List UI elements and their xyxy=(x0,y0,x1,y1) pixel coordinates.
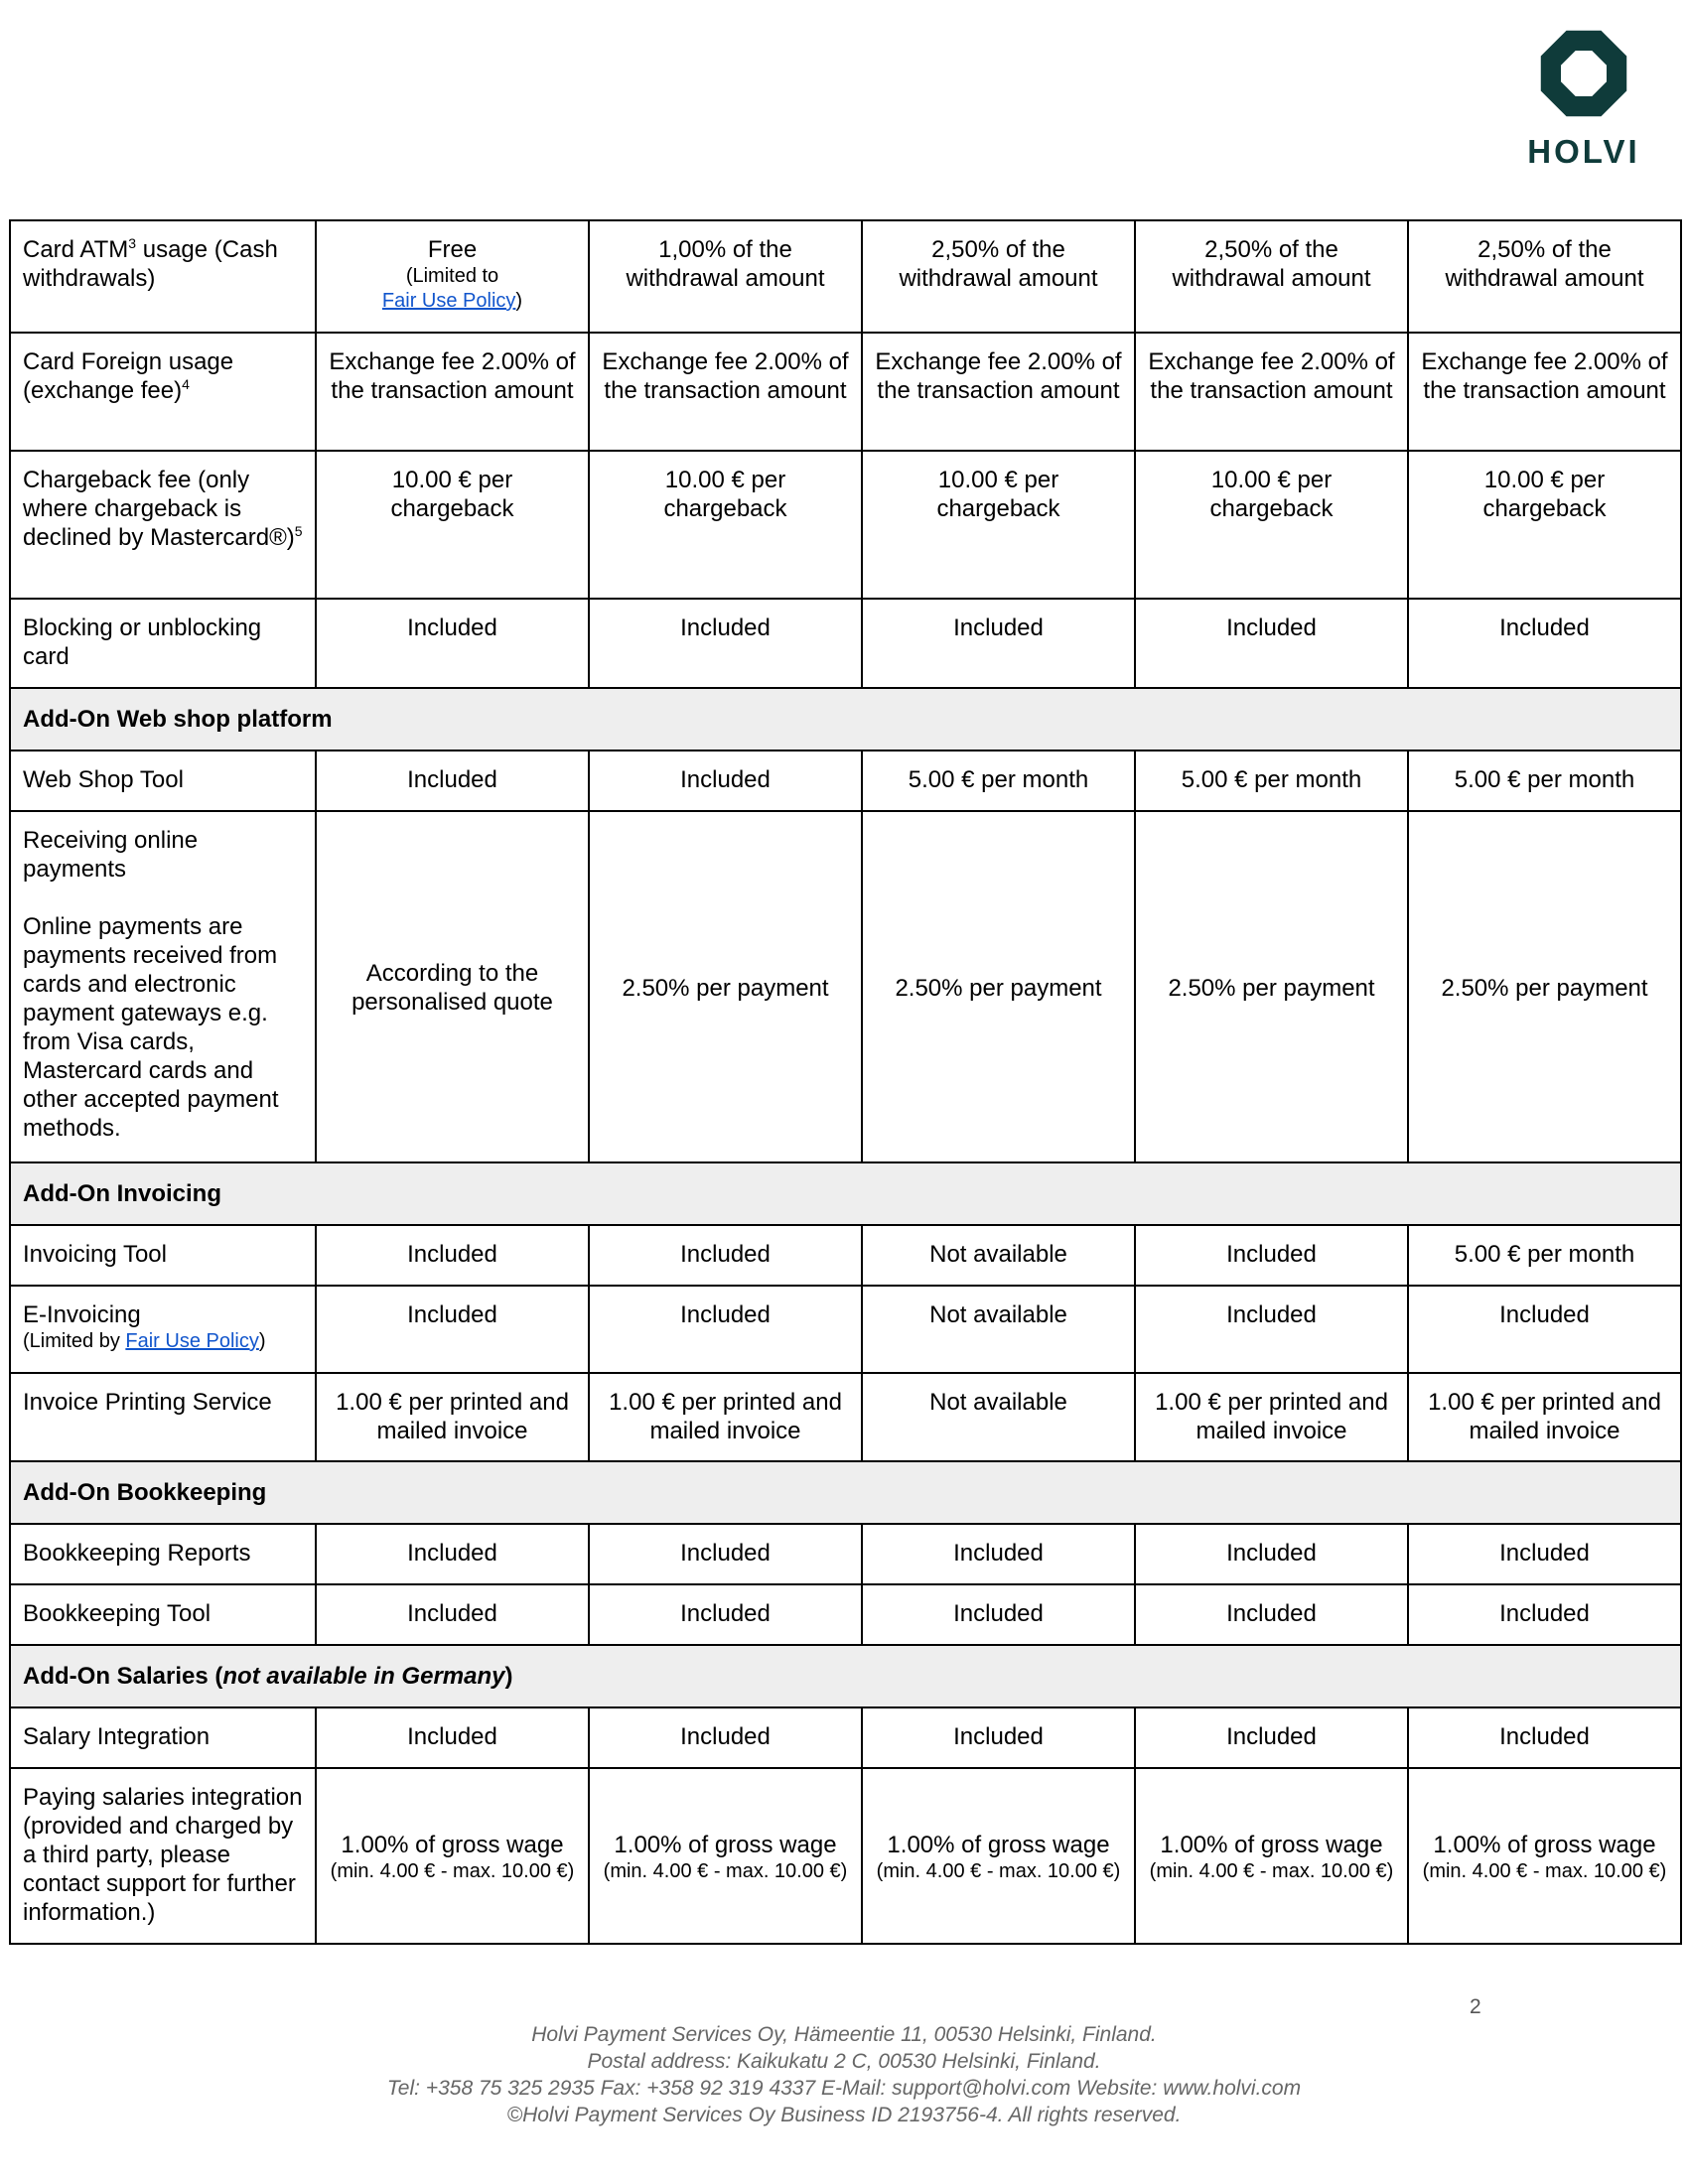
table-cell: Included xyxy=(1135,1225,1408,1286)
table-cell: Included xyxy=(316,1286,589,1373)
holvi-logo xyxy=(1514,28,1653,171)
row-description: Online payments are payments received from cards and electronic payment gateways e.g. from Visa cards, Mastercard cards and other accepted payment methods. xyxy=(23,913,279,1142)
table-cell: 10.00 € per chargeback xyxy=(862,451,1135,599)
row-label: Invoicing Tool xyxy=(10,1225,316,1286)
table-cell: Included xyxy=(862,1524,1135,1584)
section-header-salaries xyxy=(10,1645,1681,1707)
table-row xyxy=(10,451,1681,599)
table-cell: Included xyxy=(589,599,862,688)
table-cell: 5.00 € per month xyxy=(1408,751,1681,811)
table-cell: Included xyxy=(316,751,589,811)
footer-contact: Tel: +358 75 325 2935 Fax: +358 92 319 4337 E-Mail: support@holvi.com Website: www.holvi.com xyxy=(386,2077,1302,2100)
table-cell: 1,00% of the withdrawal amount xyxy=(589,220,862,333)
table-cell: Included xyxy=(316,1225,589,1286)
table-cell: Included xyxy=(1408,1707,1681,1768)
row-label: Receiving online payments Online payments are payments received from cards and electronic payment gateways e.g. from Visa cards, Mastercard cards and other accepted payment methods. xyxy=(10,811,316,1162)
section-header-bookkeeping xyxy=(10,1461,1681,1524)
fee-table xyxy=(9,219,1682,1945)
section-title: Add-On Bookkeeping xyxy=(10,1461,1681,1524)
table-cell: 1.00% of gross wage (min. 4.00 € - max. 10.00 €) xyxy=(316,1768,589,1944)
table-cell: 2,50% of the withdrawal amount xyxy=(1135,220,1408,333)
row-label: Card ATM$^3$ usage (Cash withdrawals) xyxy=(10,220,316,333)
table-cell: Included xyxy=(316,1584,589,1645)
table-cell: Included xyxy=(862,599,1135,688)
table-cell: 5.00 € per month xyxy=(862,751,1135,811)
table-cell: 5.00 € per month xyxy=(1408,1225,1681,1286)
row-label: Chargeback fee (only where chargeback is declined by Mastercard®)$^5$ xyxy=(10,451,316,599)
section-title: Add-On Salaries (not available in Germany) xyxy=(10,1645,1681,1707)
table-row xyxy=(10,1373,1681,1461)
row-label: Bookkeeping Reports xyxy=(10,1524,316,1584)
table-row xyxy=(10,1707,1681,1768)
table-cell: 10.00 € per chargeback xyxy=(316,451,589,599)
table-cell: Included xyxy=(589,751,862,811)
table-cell: According to the personalised quote xyxy=(316,811,589,1162)
table-cell: 2.50% per payment xyxy=(1135,811,1408,1162)
table-cell: Not available xyxy=(862,1225,1135,1286)
table-cell: 1.00% of gross wage (min. 4.00 € - max. 10.00 €) xyxy=(589,1768,862,1944)
table-cell: Included xyxy=(1408,1286,1681,1373)
table-cell: 1.00% of gross wage (min. 4.00 € - max. 10.00 €) xyxy=(862,1768,1135,1944)
table-cell: 10.00 € per chargeback xyxy=(1408,451,1681,599)
table-row xyxy=(10,1768,1681,1944)
row-label: Salary Integration xyxy=(10,1707,316,1768)
table-cell: Exchange fee 2.00% of the transaction amount xyxy=(862,333,1135,451)
table-row xyxy=(10,599,1681,688)
table-cell: Exchange fee 2.00% of the transaction amount xyxy=(589,333,862,451)
table-cell: Included xyxy=(1408,1524,1681,1584)
section-header-invoicing xyxy=(10,1162,1681,1225)
row-label: Blocking or unblocking card xyxy=(10,599,316,688)
row-label: Card Foreign usage (exchange fee)$^4$ xyxy=(10,333,316,451)
table-cell: Included xyxy=(1135,1584,1408,1645)
table-cell: 2.50% per payment xyxy=(1408,811,1681,1162)
table-cell: Included xyxy=(589,1524,862,1584)
row-label: Invoice Printing Service xyxy=(10,1373,316,1461)
table-cell: Not available xyxy=(862,1286,1135,1373)
table-cell: Included xyxy=(589,1584,862,1645)
footer-copyright: ©Holvi Payment Services Oy Business ID 2193756-4. All rights reserved. xyxy=(506,2104,1182,2126)
page-number: 2 xyxy=(1470,1995,1481,2018)
row-label: Bookkeeping Tool xyxy=(10,1584,316,1645)
table-cell: 1.00 € per printed and mailed invoice xyxy=(1135,1373,1408,1461)
row-label: Paying salaries integration (provided and charged by a third party, please contact support for further information.) xyxy=(10,1768,316,1944)
table-cell: Not available xyxy=(862,1373,1135,1461)
table-cell: Included xyxy=(862,1707,1135,1768)
footer-address: Holvi Payment Services Oy, Hämeentie 11, 00530 Helsinki, Finland. xyxy=(531,2023,1157,2046)
table-cell: Included xyxy=(589,1707,862,1768)
table-cell: Exchange fee 2.00% of the transaction amount xyxy=(1408,333,1681,451)
table-cell: Included xyxy=(589,1286,862,1373)
footer-postal: Postal address: Kaikukatu 2 C, 00530 Helsinki, Finland. xyxy=(587,2050,1101,2073)
table-cell: Included xyxy=(589,1225,862,1286)
table-row xyxy=(10,1584,1681,1645)
table-cell: 2,50% of the withdrawal amount xyxy=(862,220,1135,333)
table-cell: 5.00 € per month xyxy=(1135,751,1408,811)
table-row xyxy=(10,333,1681,451)
table-cell: 10.00 € per chargeback xyxy=(589,451,862,599)
table-cell: 1.00 € per printed and mailed invoice xyxy=(316,1373,589,1461)
table-cell: 1.00 € per printed and mailed invoice xyxy=(589,1373,862,1461)
table-cell: Included xyxy=(316,1524,589,1584)
page-footer xyxy=(0,2021,1688,2128)
table-cell: Free (Limited to Fair Use Policy) xyxy=(316,220,589,333)
table-cell: Included xyxy=(316,599,589,688)
fair-use-policy-link[interactable]: Fair Use Policy xyxy=(381,290,516,312)
table-cell: Included xyxy=(1135,599,1408,688)
row-label: E-Invoicing (Limited by Fair Use Policy) xyxy=(10,1286,316,1373)
section-title: Add-On Web shop platform xyxy=(10,688,1681,751)
table-row xyxy=(10,220,1681,333)
table-cell: 2.50% per payment xyxy=(862,811,1135,1162)
table-cell: 10.00 € per chargeback xyxy=(1135,451,1408,599)
table-row xyxy=(10,1225,1681,1286)
table-cell: Included xyxy=(1135,1286,1408,1373)
table-cell: Included xyxy=(1135,1524,1408,1584)
holvi-logo-wordmark: HOLVI xyxy=(1527,133,1640,170)
table-cell: Exchange fee 2.00% of the transaction amount xyxy=(316,333,589,451)
table-cell: Included xyxy=(862,1584,1135,1645)
table-cell: Included xyxy=(316,1707,589,1768)
holvi-logo-icon xyxy=(1538,28,1629,119)
table-cell: 1.00% of gross wage (min. 4.00 € - max. 10.00 €) xyxy=(1408,1768,1681,1944)
table-row xyxy=(10,1286,1681,1373)
table-cell: Included xyxy=(1408,1584,1681,1645)
table-row xyxy=(10,751,1681,811)
fair-use-policy-link[interactable]: Fair Use Policy xyxy=(125,1330,259,1352)
section-header-webshop xyxy=(10,688,1681,751)
row-label: Web Shop Tool xyxy=(10,751,316,811)
table-cell: Included xyxy=(1408,599,1681,688)
table-row xyxy=(10,1524,1681,1584)
section-title: Add-On Invoicing xyxy=(10,1162,1681,1225)
table-cell: 2,50% of the withdrawal amount xyxy=(1408,220,1681,333)
table-cell: Included xyxy=(1135,1707,1408,1768)
table-cell: Exchange fee 2.00% of the transaction amount xyxy=(1135,333,1408,451)
table-cell: 1.00% of gross wage (min. 4.00 € - max. 10.00 €) xyxy=(1135,1768,1408,1944)
table-row xyxy=(10,811,1681,1162)
table-cell: 2.50% per payment xyxy=(589,811,862,1162)
table-cell: 1.00 € per printed and mailed invoice xyxy=(1408,1373,1681,1461)
